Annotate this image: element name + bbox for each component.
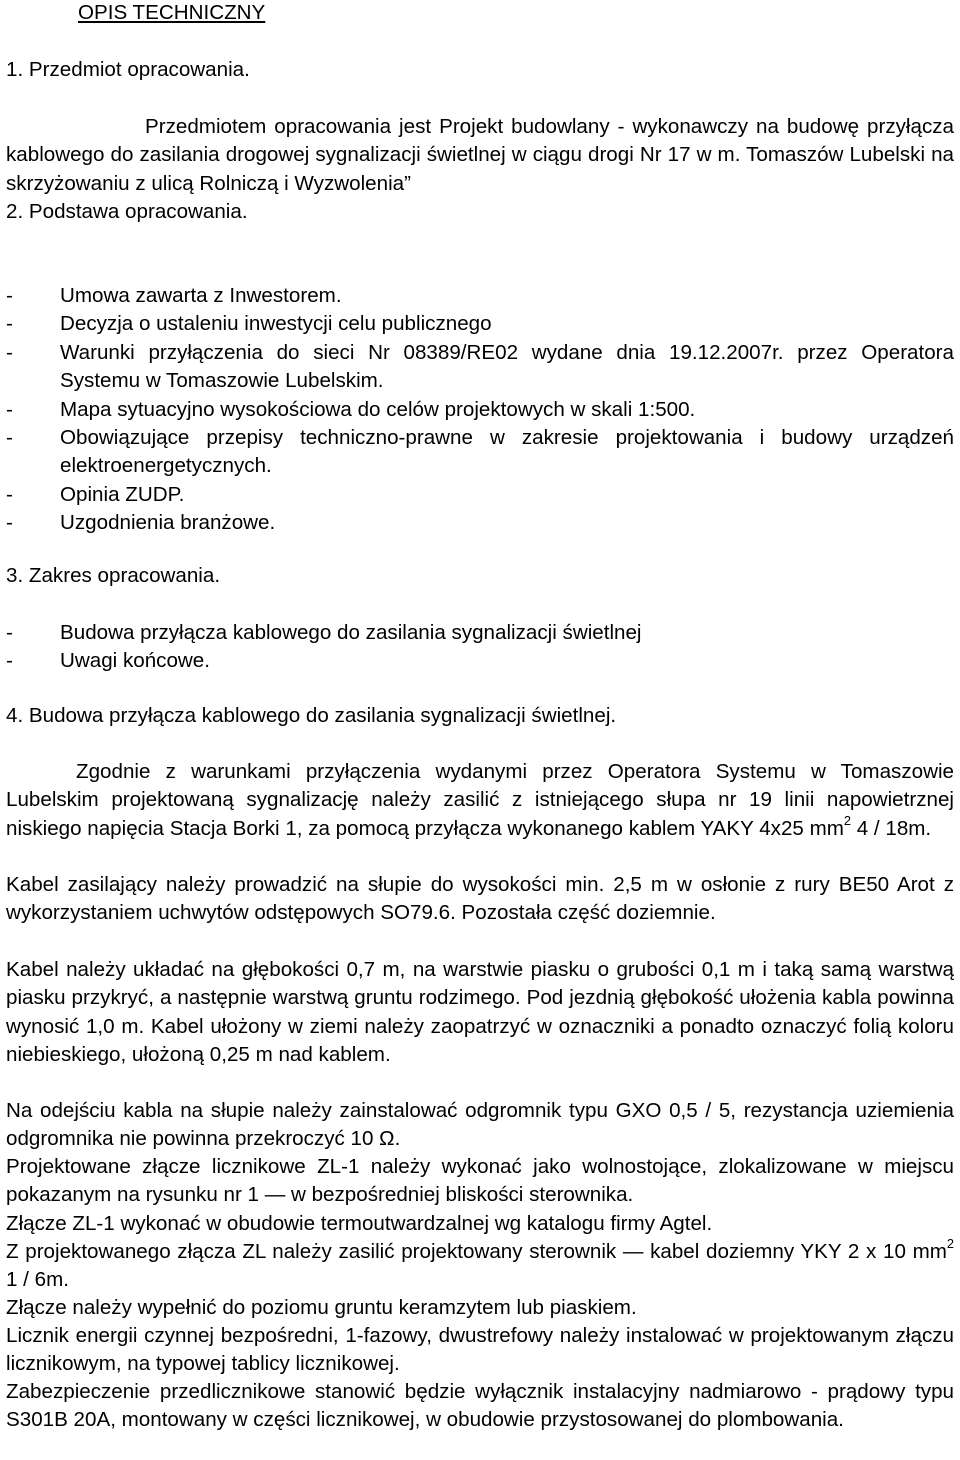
section-4-paragraph-8: Złącze należy wypełnić do poziomu gruntu keramzytem lub piaskiem. xyxy=(6,1296,637,1319)
section-4-paragraph-3: Kabel należy układać na głębokości 0,7 m, na warstwie piasku o grubości 0,1 m i taką samą warstwą piasku przykryć, a następnie warstwą gruntu rodzimego. Pod jezdnią głębokość ułożenia kabla powinna wynosić 1,0 m. Kabel ułożony w ziemi należy zaopatrzyć w oznaczniki a ponadto oznaczyć folią koloru niebieskiego, ułożoną 0,25 m nad kablem. xyxy=(6,958,954,1067)
superscript: 2 xyxy=(946,1236,954,1252)
list-item: - Budowa przyłącza kablowego do zasilania sygnalizacji świetlnej xyxy=(6,621,642,644)
list-item: - Obowiązujące przepisy techniczno-prawne w zakresie projektowania i budowy urządzeń elektroenergetycznych. xyxy=(6,426,954,478)
document-title: OPIS TECHNICZNY xyxy=(78,1,266,24)
section-2-list xyxy=(6,282,954,538)
section-1-paragraph: Przedmiotem opracowania jest Projekt budowlany - wykonawczy na budowę przyłącza kablowego do zasilania drogowej sygnalizacji świetlnej w ciągu drogi Nr 17 w m. Tomaszów Lubelski na skrzyżowaniu z ulicą Rolniczą i Wyzwolenia” xyxy=(6,115,954,195)
list-item: - Mapa sytuacyjno wysokościowa do celów projektowych w skali 1:500. xyxy=(6,397,696,421)
section-3-list xyxy=(6,619,954,676)
section-4-paragraph-5: Projektowane złącze licznikowe ZL-1 należy wykonać jako wolnostojące, zlokalizowane w miejscu pokazanym na rysunku nr 1 — w bezpośredniej bliskości sterownika. xyxy=(6,1155,954,1207)
section-4-paragraph-10: Zabezpieczenie przedlicznikowe stanowić będzie wyłącznik instalacyjny nadmiarowo - prądowy typu S301B 20A, montowany w części licznikowej, w obudowie przystosowanej do plombowania. xyxy=(6,1380,954,1432)
section-4-heading: 4. Budowa przyłącza kablowego do zasilania sygnalizacji świetlnej. xyxy=(6,704,617,727)
superscript: 2 xyxy=(843,813,852,829)
list-item: - Opinia ZUDP. xyxy=(6,482,185,506)
list-item: - Warunki przyłączenia do sieci Nr 08389/RE02 wydane dnia 19.12.2007r. przez Operatora Systemu w Tomaszowie Lubelskim. xyxy=(6,340,954,393)
section-4-paragraph-1: Zgodnie z warunkami przyłączenia wydanymi przez Operatora Systemu w Tomaszowie Lubelskim projektowaną sygnalizację należy zasilić z istniejącego słupa nr 19 linii napowietrznej niskiego napięcia Stacja Borki 1, za pomocą przyłącza wykonanego kablem YAKY 4x25 $mm^2$ 4 / 18m. xyxy=(6,760,954,840)
list-item: - Umowa zawarta z Inwestorem. xyxy=(6,284,342,307)
list-item: - Uzgodnienia branżowe. xyxy=(6,511,276,535)
section-4-paragraph-7: Z projektowanego złącza ZL należy zasilić projektowany sterownik — kabel doziemny YKY 2 x 10 $mm^2$ 1 / 6m. xyxy=(6,1236,954,1292)
section-4-paragraph-9: Licznik energii czynnej bezpośredni, 1-fazowy, dwustrefowy należy instalować w projektowanym złączu licznikowym, na typowej tablicy licznikowej. xyxy=(6,1324,954,1376)
section-4-paragraph-2: Kabel zasilający należy prowadzić na słupie do wysokości min. 2,5 m w osłonie z rury BE50 Arot z wykorzystaniem uchwytów odstępowych SO79.6. Pozostała część doziemnie. xyxy=(6,873,954,925)
list-item: - Uwagi końcowe. xyxy=(6,649,210,673)
section-1-heading: 1. Przedmiot opracowania. xyxy=(6,58,250,81)
section-2-heading: 2. Podstawa opracowania. xyxy=(6,200,248,223)
section-3-heading: 3. Zakres opracowania. xyxy=(6,564,221,587)
section-4-paragraph-6: Złącze ZL-1 wykonać w obudowie termoutwardzalnej wg katalogu firmy Agtel. xyxy=(6,1212,713,1235)
list-item: - Decyzja o ustaleniu inwestycji celu publicznego xyxy=(6,312,492,336)
section-4-paragraph-4: Na odejściu kabla na słupie należy zainstalować odgromnik typu GXO 0,5 / 5, rezystancja uziemienia odgromnika nie powinna przekroczyć 10 Ω. xyxy=(6,1099,954,1151)
